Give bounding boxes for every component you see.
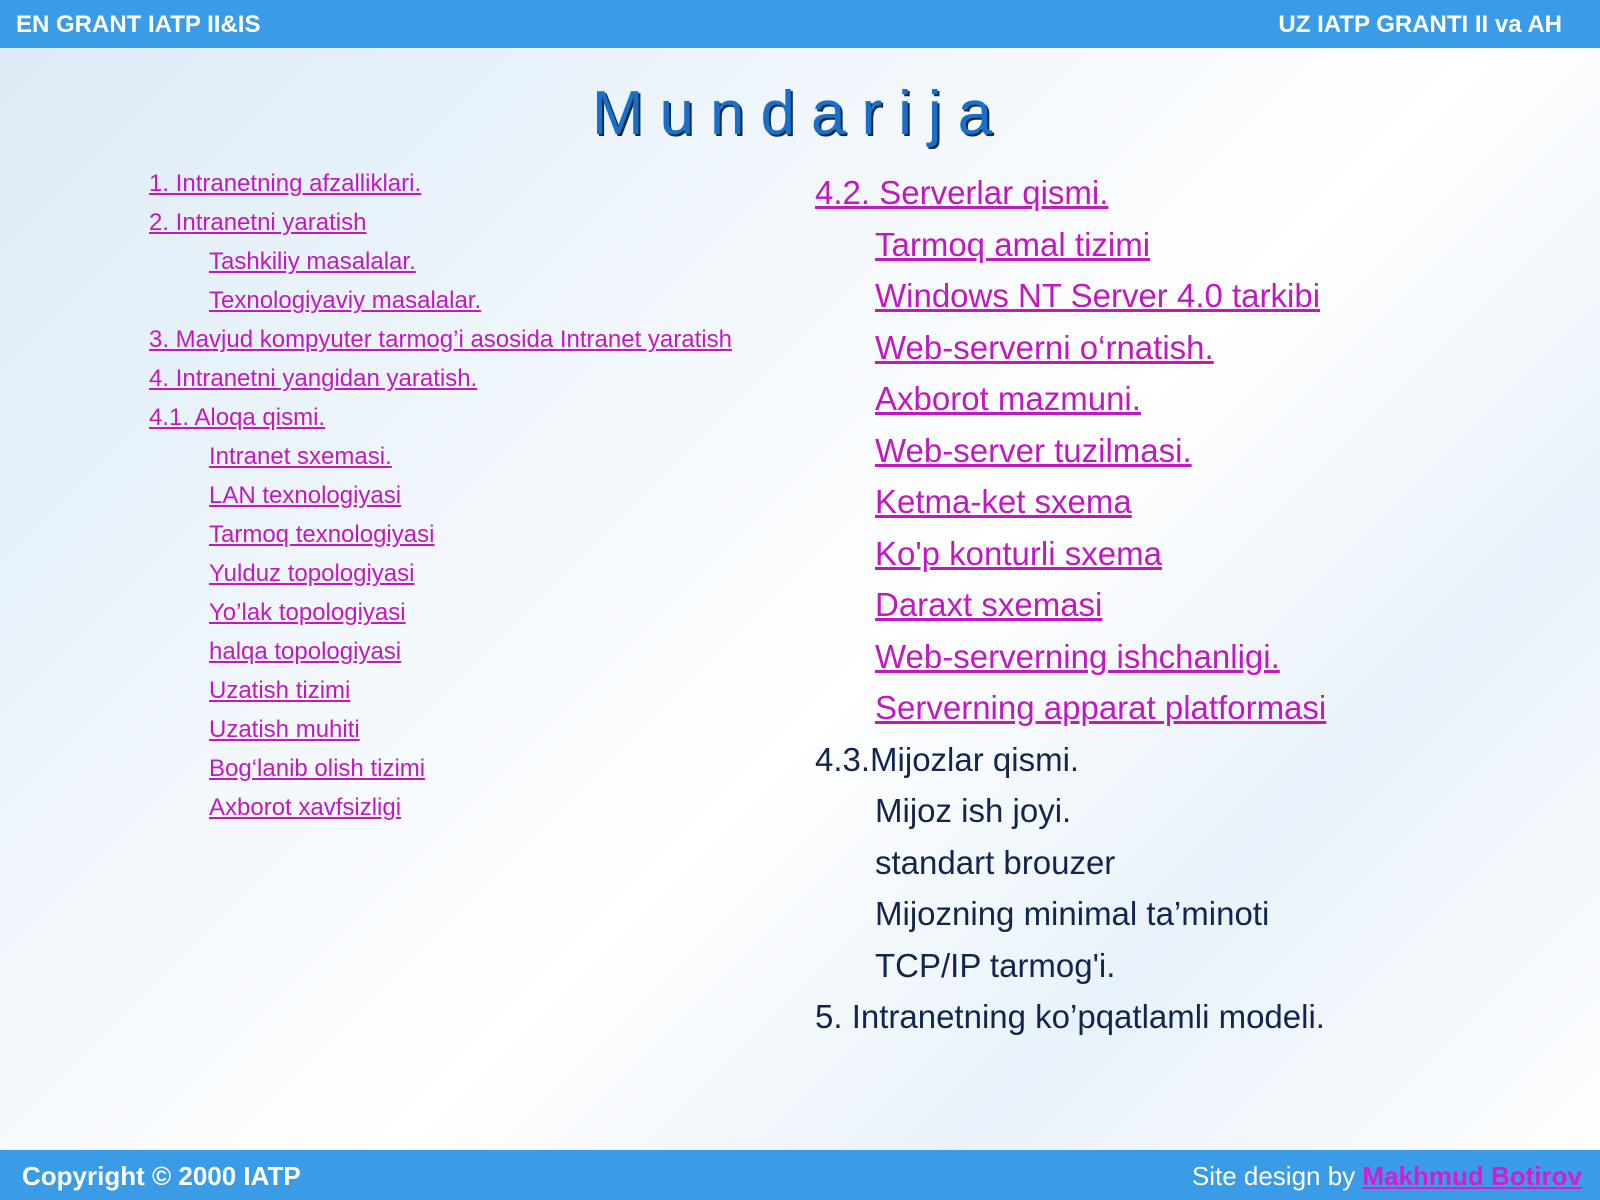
- toc-link[interactable]: Uzatish tizimi: [209, 677, 351, 704]
- toc-link[interactable]: 4.1. Aloqa qismi.: [149, 404, 326, 431]
- toc-item: [149, 756, 789, 782]
- toc-link[interactable]: 3. Mavjud kompyuter tarmog’i asosida Intranet yaratish: [149, 326, 732, 353]
- toc-item: [815, 888, 1585, 940]
- toc-link[interactable]: 2. Intranetni yaratish: [149, 209, 367, 236]
- toc-item: [815, 837, 1585, 889]
- toc-item: [815, 167, 1585, 219]
- toc-item: [149, 561, 789, 587]
- toc-item: [815, 940, 1585, 992]
- toc-item: [149, 639, 789, 665]
- toc-link[interactable]: Uzatish muhiti: [209, 716, 360, 743]
- toc-link[interactable]: Yo’lak topologiyasi: [209, 599, 406, 626]
- toc-link[interactable]: Daraxt sxemasi: [875, 586, 1103, 623]
- toc-item: [149, 717, 789, 743]
- toc-item: [149, 483, 789, 509]
- toc-item: [149, 600, 789, 626]
- toc-item: [149, 210, 789, 236]
- toc-text: 5. Intranetning ko’pqatlamli modeli.: [815, 998, 1325, 1035]
- toc-link[interactable]: Axborot mazmuni.: [875, 380, 1141, 417]
- toc-item: [149, 678, 789, 704]
- toc-item: [149, 249, 789, 275]
- toc-link[interactable]: 4. Intranetni yangidan yaratish.: [149, 365, 478, 392]
- toc-text: Mijozning minimal ta’minoti: [875, 895, 1270, 932]
- toc-link[interactable]: Windows NT Server 4.0 tarkibi: [875, 277, 1321, 314]
- toc-item: [815, 373, 1585, 425]
- toc-item: [149, 288, 789, 314]
- toc-item: [815, 476, 1585, 528]
- page-title: Mundarija: [591, 79, 1009, 148]
- toc-item: [815, 734, 1585, 786]
- toc-link[interactable]: Intranet sxemasi.: [209, 443, 392, 470]
- toc-link[interactable]: Web-serverning ishchanligi.: [875, 637, 1280, 675]
- toc-link[interactable]: 4.2. Serverlar qismi.: [815, 174, 1109, 211]
- toc-link[interactable]: 1. Intranetning afzalliklari.: [149, 170, 422, 197]
- toc-text: 4.3.Mijozlar qismi.: [815, 740, 1080, 778]
- toc-right-column: [815, 167, 1585, 1043]
- toc-link[interactable]: Web-server tuzilmasi.: [875, 431, 1192, 469]
- toc-link[interactable]: Ko'p konturli sxema: [875, 534, 1162, 572]
- toc-text: TCP/IP tarmog'i.: [875, 946, 1116, 984]
- toc-item: [149, 405, 789, 431]
- toc-link[interactable]: Texnologiyaviy masalalar.: [209, 287, 482, 314]
- toc-item: [815, 579, 1585, 631]
- toc-item: [815, 682, 1585, 734]
- toc-text: Mijoz ish joyi.: [875, 792, 1072, 829]
- header-right-text: UZ IATP GRANTI II va AH: [1278, 11, 1562, 38]
- toc-link[interactable]: Tashkiliy masalalar.: [209, 248, 416, 275]
- designer-link[interactable]: Makhmud Botirov: [1362, 1161, 1582, 1191]
- toc-left-column: [149, 171, 789, 834]
- toc-link[interactable]: Bog‘lanib olish tizimi: [209, 755, 426, 782]
- toc-item: [815, 425, 1585, 477]
- toc-item: [149, 327, 789, 353]
- toc-link[interactable]: halqa topologiyasi: [209, 638, 402, 665]
- copyright-text: Copyright © 2000 IATP: [22, 1161, 301, 1191]
- toc-link[interactable]: Ketma-ket sxema: [875, 483, 1132, 520]
- toc-item: [815, 785, 1585, 837]
- toc-item: [815, 631, 1585, 683]
- toc-item: [149, 444, 789, 470]
- site-design-credit: [1192, 1161, 1582, 1192]
- toc-item: [149, 522, 789, 548]
- header-bar: [0, 0, 1600, 48]
- toc-item: [815, 991, 1585, 1043]
- toc-link[interactable]: Web-serverni o‘rnatish.: [875, 328, 1214, 366]
- toc-item: [815, 528, 1585, 580]
- toc-link[interactable]: Serverning apparat platformasi: [875, 689, 1327, 726]
- toc-item: [149, 171, 789, 197]
- toc-link[interactable]: Tarmoq texnologiyasi: [209, 521, 435, 548]
- toc-item: [815, 270, 1585, 322]
- toc-item: [149, 795, 789, 821]
- toc-link[interactable]: Tarmoq amal tizimi: [875, 225, 1151, 263]
- toc-item: [149, 366, 789, 392]
- header-left-text: EN GRANT IATP II&IS: [16, 11, 261, 38]
- toc-link[interactable]: Yulduz topologiyasi: [209, 560, 415, 587]
- toc-link[interactable]: Axborot xavfsizligi: [209, 794, 402, 821]
- toc-link[interactable]: LAN texnologiyasi: [209, 482, 402, 509]
- toc-item: [815, 322, 1585, 374]
- toc-item: [815, 219, 1585, 271]
- toc-text: standart brouzer: [875, 843, 1116, 881]
- footer-bar: [0, 1150, 1600, 1200]
- design-prefix: Site design by: [1191, 1161, 1363, 1191]
